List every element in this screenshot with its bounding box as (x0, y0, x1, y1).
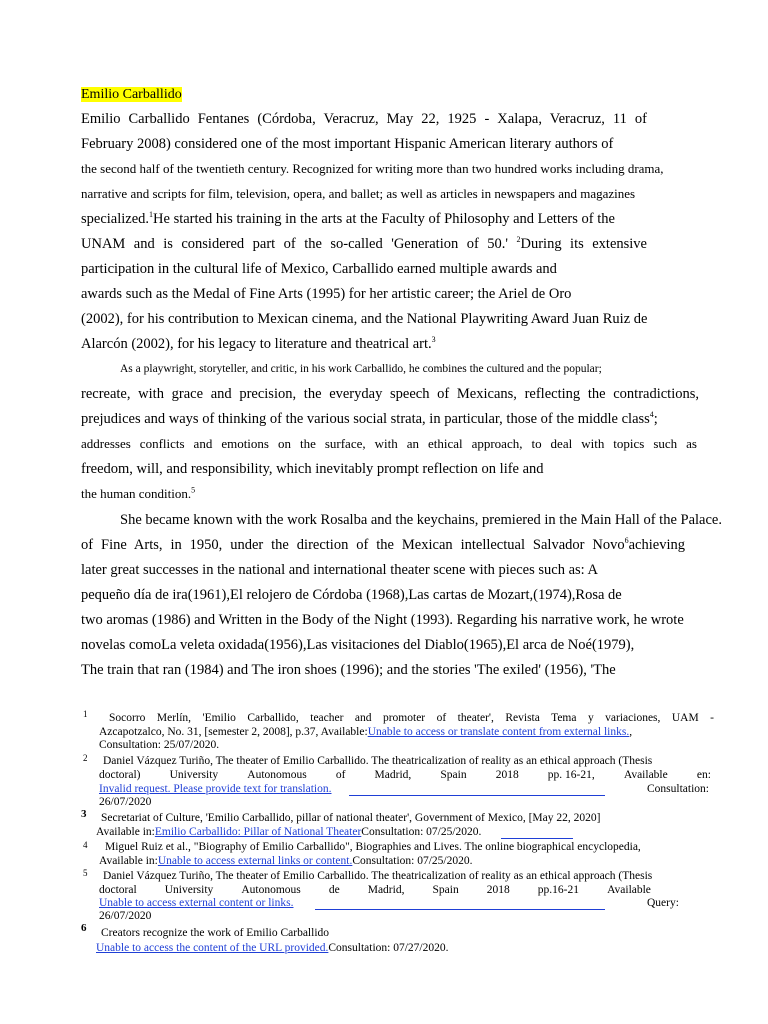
body-line: addresses conflicts and emotions on the surface, with an ethical approach, to deal with topics such as (81, 436, 697, 451)
footnote-word: doctoral) (99, 769, 141, 781)
footnote-line (99, 896, 293, 910)
footnote-ref[interactable]: 3 (431, 335, 436, 345)
body-line (81, 536, 685, 554)
body-line: the second half of the twentieth century. Recognized for writing more than two hundred works including drama, (81, 161, 664, 176)
body-text: of Fine Arts, in 1950, under the direction of the Mexican intellectual Salvador Novo (81, 537, 625, 553)
footnote-number: 3 (81, 808, 87, 820)
footnote-link[interactable]: Unable to access the content of the URL provided. (96, 942, 329, 954)
body-text: specialized. (81, 211, 150, 227)
footnote-link[interactable]: Emilio Carballido: Pillar of National Theater (154, 826, 362, 838)
footnote-line (99, 883, 651, 897)
footnote-line (99, 768, 711, 782)
footnote-text: Consultation: 07/27/2020. (328, 942, 449, 954)
footnote-word: pp.16-21 (537, 884, 580, 896)
link-underline (501, 838, 573, 839)
footnote-text: , (629, 726, 633, 738)
body-text: ; (653, 411, 658, 427)
footnote-word: Madrid, (367, 884, 405, 896)
link-underline (349, 795, 605, 796)
body-line: awards such as the Medal of Fine Arts (1995) for her artistic career; the Ariel de Oro (81, 286, 572, 302)
footnote-line: Secretariat of Culture, 'Emilio Carballido, pillar of national theater', Government of Mexico, [May 22, 2020] (101, 812, 601, 824)
footnote-line: Socorro Merlín, 'Emilio Carballido, teacher and promoter of theater', Revista Tema y variaciones, UAM - (109, 712, 714, 724)
footnote-number: 4 (83, 840, 88, 850)
body-text: Alarcón (2002), for his legacy to literature and theatrical art. (81, 336, 432, 352)
body-line (81, 235, 647, 253)
body-line: later great successes in the national and international theater scene with pieces such as: A (81, 562, 598, 578)
link-underline (315, 909, 605, 910)
footnote-line: 26/07/2020 (99, 910, 152, 922)
footnote-line: Miguel Ruiz et al., "Biography of Emilio Carballido", Biographies and Lives. The online biographical encyclopedia, (105, 841, 641, 853)
footnote-word: 2018 (495, 769, 519, 781)
footnote-word: Available (607, 884, 651, 896)
footnote-number: 6 (81, 922, 87, 934)
body-text: He started his training in the arts at the Faculty of Philosophy and Letters of the (153, 211, 615, 227)
footnote-line: 26/07/2020 (99, 796, 152, 808)
footnote-ref[interactable]: 6 (624, 536, 629, 546)
footnote-link[interactable]: Unable to access external links or content. (157, 855, 353, 867)
footnote-word: en: (696, 769, 711, 781)
footnote-link[interactable]: Unable to access external content or links. (99, 897, 294, 909)
footnote-number: 1 (83, 709, 88, 719)
body-line: narrative and scripts for film, television, opera, and ballet; as well as articles in newspapers and magazines (81, 186, 636, 201)
body-line: Emilio Carballido Fentanes (Córdoba, Veracruz, May 22, 1925 - Xalapa, Veracruz, 11 of (81, 111, 647, 127)
footnote-word: doctoral (99, 884, 137, 896)
body-line (81, 410, 658, 428)
body-text: prejudices and ways of thinking of the various social strata, in particular, those of the middle class (81, 411, 650, 427)
footnote-word: of (335, 769, 346, 781)
title-highlight: Emilio Carballido (81, 87, 182, 102)
footnote-word: University (169, 769, 219, 781)
body-line: She became known with the work Rosalba and the keychains, premiered in the Main Hall of the Palace. (120, 512, 722, 528)
footnote-word: University (164, 884, 214, 896)
footnote-text: Available in: (96, 826, 155, 838)
footnote-line: Creators recognize the work of Emilio Carballido (101, 927, 330, 939)
footnote-link[interactable]: Invalid request. Please provide text for translation. (99, 783, 332, 795)
footnote-text: Azcapotzalco, No. 31, [semester 2, 2008], p.37, Available: (99, 726, 368, 738)
footnote-line (96, 941, 449, 955)
footnote-word: 2018 (486, 884, 510, 896)
footnote-text: Consultation: 07/25/2020. (352, 855, 473, 867)
body-line: freedom, will, and responsibility, which inevitably prompt reflection on life and (81, 461, 544, 477)
footnote-word: de (328, 884, 340, 896)
body-line: participation in the cultural life of Mexico, Carballido earned multiple awards and (81, 261, 557, 277)
footnote-line (99, 725, 632, 739)
body-line: novelas comoLa veleta oxidada(1956),Las visitaciones del Diablo(1965),El arca de Noé(1979), (81, 637, 635, 653)
footnote-number: 2 (83, 753, 88, 763)
footnote-text: Query: (647, 897, 679, 909)
body-line: (2002), for his contribution to Mexican cinema, and the National Playwriting Award Juan Ruiz de (81, 311, 648, 327)
footnote-line: Daniel Vázquez Turiño, The theater of Emilio Carballido. The theatricalization of reality as an ethical approach (Thesis (103, 755, 653, 767)
footnote-ref[interactable]: 4 (649, 410, 654, 420)
body-text: During its extensive (520, 236, 647, 252)
body-line: As a playwright, storyteller, and critic, in his work Carballido, he combines the cultured and the popular; (120, 363, 602, 375)
body-line: two aromas (1986) and Written in the Body of the Night (1993). Regarding his narrative work, he wrote (81, 612, 684, 628)
body-text: achieving (628, 537, 685, 553)
footnote-ref[interactable]: 1 (149, 210, 154, 220)
body-line (81, 485, 195, 503)
footnote-ref[interactable]: 5 (191, 485, 196, 495)
footnote-word: Spain (432, 884, 459, 896)
footnote-ref[interactable]: 2 (516, 235, 521, 245)
footnote-word: Autonomous (241, 884, 301, 896)
footnote-word: pp. 16-21, (547, 769, 595, 781)
footnote-line (99, 782, 332, 796)
body-line: The train that ran (1984) and The iron shoes (1996); and the stories 'The exiled' (1956), 'The (81, 662, 616, 678)
document-title (81, 86, 182, 104)
body-line: recreate, with grace and precision, the everyday speech of Mexicans, reflecting the contradictions, (81, 386, 699, 402)
footnote-text: Available in: (99, 855, 158, 867)
body-line (81, 335, 436, 353)
footnote-text: Consultation: (647, 783, 709, 795)
footnote-line (96, 825, 481, 839)
footnote-link[interactable]: Unable to access or translate content from external links. (367, 726, 630, 738)
footnote-line (99, 854, 472, 868)
body-line (81, 210, 615, 228)
footnote-word: Madrid, (374, 769, 412, 781)
body-text: the human condition. (81, 486, 192, 501)
footnote-line: Consultation: 25/07/2020. (99, 739, 220, 751)
footnote-number: 5 (83, 868, 88, 878)
body-line: pequeño día de ira(1961),El relojero de Córdoba (1968),Las cartas de Mozart,(1974),Rosa de (81, 587, 622, 603)
footnote-word: Autonomous (247, 769, 307, 781)
body-text: UNAM and is considered part of the so-called 'Generation of 50.' (81, 236, 509, 252)
footnote-text: Consultation: 07/25/2020. (361, 826, 482, 838)
footnote-line: Daniel Vázquez Turiño, The theater of Emilio Carballido. The theatricalization of reality as an ethical approach (Thesis (103, 870, 653, 882)
body-line: February 2008) considered one of the most important Hispanic American literary authors of (81, 136, 614, 152)
footnote-word: Spain (440, 769, 467, 781)
footnote-word: Available (623, 769, 668, 781)
